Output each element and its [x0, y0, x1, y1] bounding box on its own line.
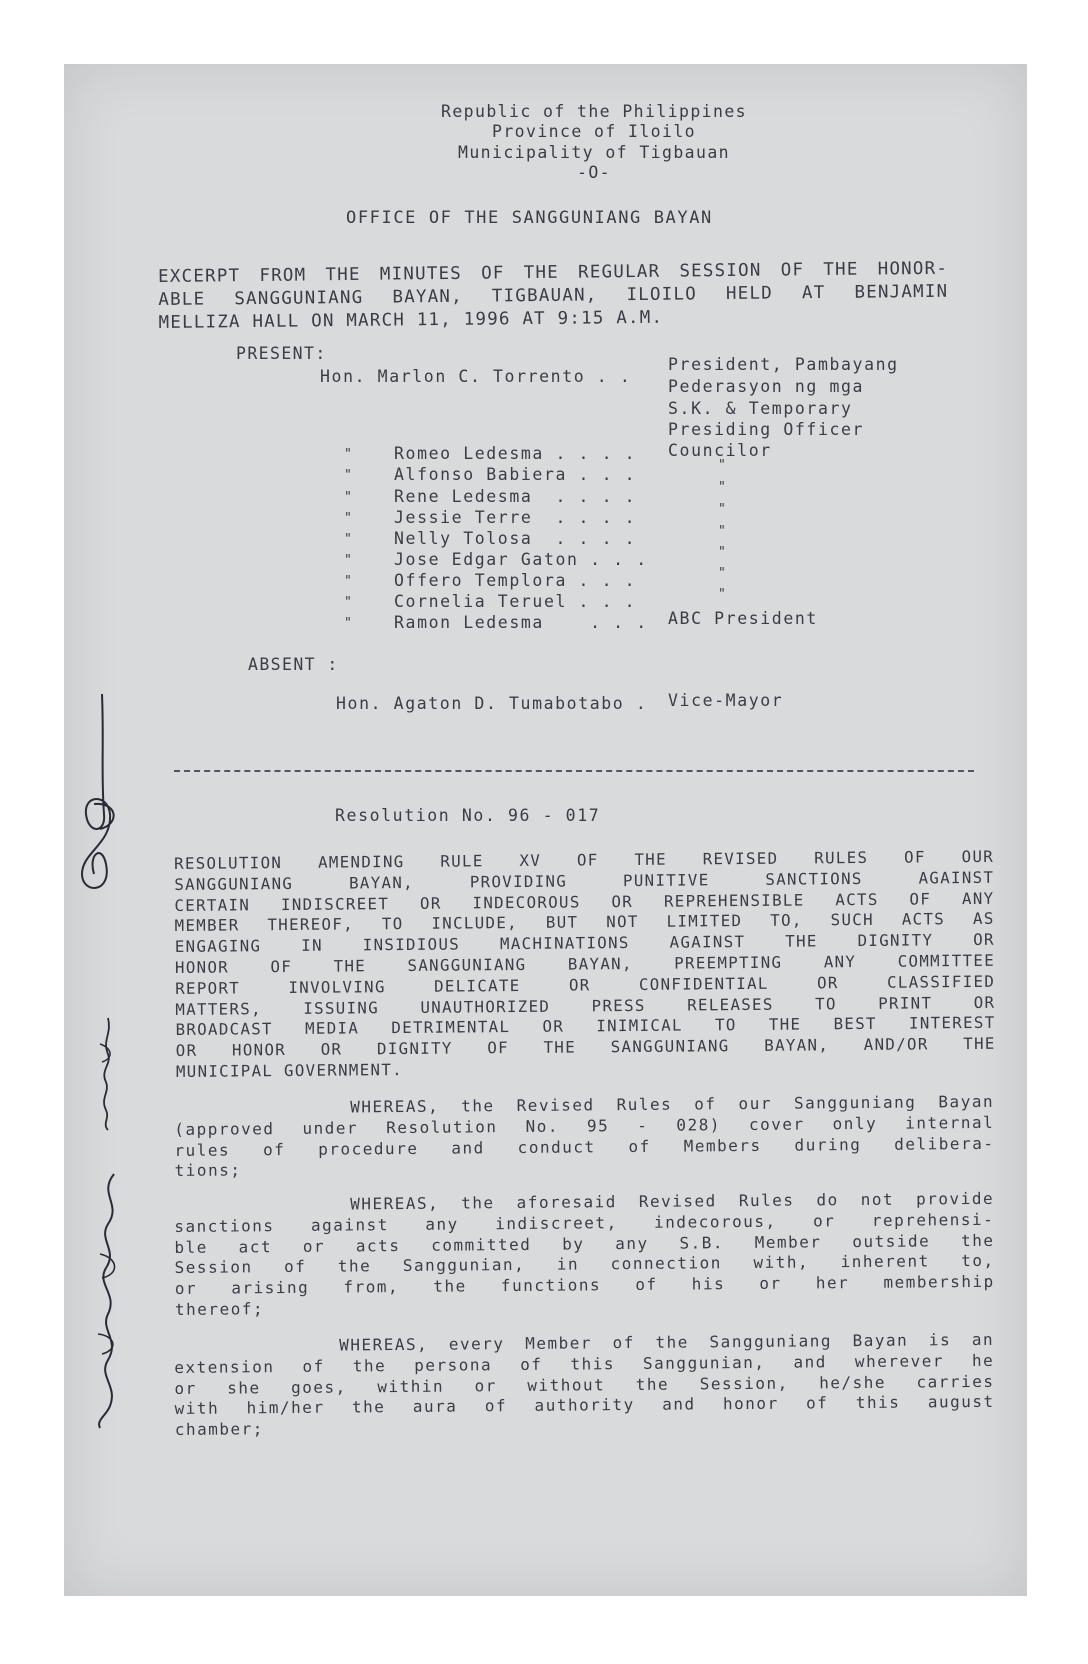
paragraph-line: with him/her the aura of authority and honor of this august	[174, 1392, 995, 1419]
resolution-title-line: BROADCAST MEDIA DETRIMENTAL OR INIMICAL TO THE BEST INTEREST	[175, 1013, 996, 1040]
paragraph-line: WHEREAS, every Member of the Sangguniang Bayan is an	[174, 1329, 995, 1356]
ditto-mark: "	[344, 468, 352, 483]
presiding-role-line: S.K. & Temporary	[668, 399, 853, 418]
paragraph-line: chamber;	[174, 1419, 264, 1440]
member-role: "	[718, 480, 726, 495]
paragraph-line: tions;	[174, 1160, 242, 1181]
absent-role: Vice-Mayor	[668, 691, 784, 710]
member-name: Jessie Terre . . . .	[394, 508, 637, 527]
ditto-mark: "	[344, 574, 352, 589]
member-role: "	[718, 502, 726, 517]
whereas-paragraph-1	[174, 1092, 995, 1182]
excerpt-line: ABLE SANGGUNIANG BAYAN, TIGBAUAN, ILOILO HELD AT BENJAMIN	[158, 281, 949, 310]
member-role: Councilor	[668, 441, 772, 460]
ditto-mark: "	[344, 532, 352, 547]
ditto-mark: "	[344, 511, 352, 526]
member-name: Rene Ledesma . . . .	[394, 487, 637, 506]
member-role: "	[718, 545, 726, 560]
presiding-role-line: President, Pambayang	[668, 355, 899, 374]
margin-signature-middle	[88, 1014, 128, 1134]
absent-name: Hon. Agaton D. Tumabotabo .	[336, 694, 648, 713]
member-role: "	[718, 566, 726, 581]
resolution-title-line: REPORT INVOLVING DELICATE OR CONFIDENTIAL OR CLASSIFIED	[175, 971, 996, 998]
member-name: Jose Edgar Gaton . . .	[394, 550, 648, 569]
member-role: ABC President	[668, 609, 818, 628]
resolution-title-line: CERTAIN INDISCREET OR INDECOROUS OR REPREHENSIBLE ACTS OF ANY	[174, 888, 995, 915]
resolution-title-line: RESOLUTION AMENDING RULE XV OF THE REVISED RULES OF OUR	[174, 846, 995, 873]
header-province: Province of Iloilo	[491, 122, 696, 141]
header-republic: Republic of the Philippines	[440, 102, 747, 121]
paragraph-line: (approved under Resolution No. 95 - 028) cover only internal	[174, 1112, 995, 1139]
ditto-mark: "	[344, 447, 352, 462]
resolution-title-line: HONOR OF THE SANGGUNIANG BAYAN, PREEMPTING ANY COMMITTEE	[174, 950, 996, 977]
presiding-role-line: Presiding Officer	[668, 420, 865, 439]
whereas-paragraph-2	[174, 1189, 995, 1321]
paragraph-line: sanctions against any indiscreet, indecorous, or reprehensi-	[174, 1209, 995, 1236]
divider-line	[174, 770, 974, 772]
absent-label: ABSENT :	[248, 655, 339, 674]
member-role: "	[718, 458, 726, 473]
resolution-title-line: SANGGUNIANG BAYAN, PROVIDING PUNITIVE SANCTIONS AGAINST	[174, 867, 995, 894]
whereas-paragraph-3	[174, 1330, 995, 1441]
office-title: OFFICE OF THE SANGGUNIANG BAYAN	[346, 208, 713, 228]
resolution-title-line: OR HONOR OR DIGNITY OF THE SANGGUNIANG BAYAN, AND/OR THE	[175, 1034, 996, 1061]
header-divider: -O-	[576, 163, 611, 182]
excerpt-paragraph	[158, 258, 949, 335]
paragraph-line: WHEREAS, the aforesaid Revised Rules do not provide	[174, 1188, 995, 1215]
paragraph-line: extension of the persona of this Sanggunian, and wherever he	[174, 1350, 995, 1377]
resolution-title-line: MEMBER THEREOF, TO INCLUDE, BUT NOT LIMITED TO, SUCH ACTS AS	[174, 909, 995, 936]
resolution-title-line: ENGAGING IN INSIDIOUS MACHINATIONS AGAINST THE DIGNITY OR	[174, 930, 995, 957]
presiding-role-line: Pederasyon ng mga	[668, 377, 865, 396]
paragraph-line: ble act or acts committed by any S.B. Member outside the	[174, 1230, 995, 1257]
paragraph-line: thereof;	[174, 1299, 265, 1319]
excerpt-line: MELLIZA HALL ON MARCH 11, 1996 AT 9:15 A.M.	[158, 307, 664, 333]
resolution-title-line: MATTERS, ISSUING UNAUTHORIZED PRESS RELEASES TO PRINT OR	[175, 992, 996, 1019]
ditto-mark: "	[344, 595, 352, 610]
paragraph-line: rules of procedure and conduct of Members during delibera-	[174, 1133, 995, 1160]
resolution-title	[174, 847, 996, 1083]
paragraph-line: WHEREAS, the Revised Rules of our Sangguniang Bayan	[174, 1091, 995, 1118]
document-page	[64, 64, 1027, 1596]
resolution-number: Resolution No. 96 - 017	[335, 806, 601, 825]
presiding-name: Hon. Marlon C. Torrento . .	[320, 367, 632, 386]
present-label: PRESENT:	[236, 344, 327, 363]
member-name: Cornelia Teruel . . .	[394, 592, 637, 611]
member-role: "	[718, 524, 726, 539]
member-name: Nelly Tolosa . . . .	[394, 529, 637, 548]
ditto-mark: "	[344, 616, 352, 631]
margin-signature-bottom	[78, 1164, 134, 1434]
margin-signature-initials	[68, 684, 128, 944]
ditto-mark: "	[344, 490, 352, 505]
member-role: "	[718, 587, 726, 602]
excerpt-line: EXCERPT FROM THE MINUTES OF THE REGULAR SESSION OF THE HONOR-	[158, 258, 949, 287]
resolution-title-line: MUNICIPAL GOVERNMENT.	[175, 1059, 404, 1081]
paragraph-line: Session of the Sanggunian, in connection with, inherent to,	[174, 1251, 995, 1278]
member-name: Ramon Ledesma . . .	[394, 613, 648, 632]
ditto-mark: "	[344, 553, 352, 568]
paragraph-line: or she goes, within or without the Session, he/she carries	[174, 1371, 995, 1398]
paragraph-line: or arising from, the functions of his or her membership	[174, 1272, 995, 1299]
member-name: Offero Templora . . .	[394, 571, 637, 590]
member-name: Romeo Ledesma . . . .	[394, 444, 637, 463]
member-name: Alfonso Babiera . . .	[394, 465, 637, 484]
header-municipality: Municipality of Tigbauan	[457, 143, 730, 162]
